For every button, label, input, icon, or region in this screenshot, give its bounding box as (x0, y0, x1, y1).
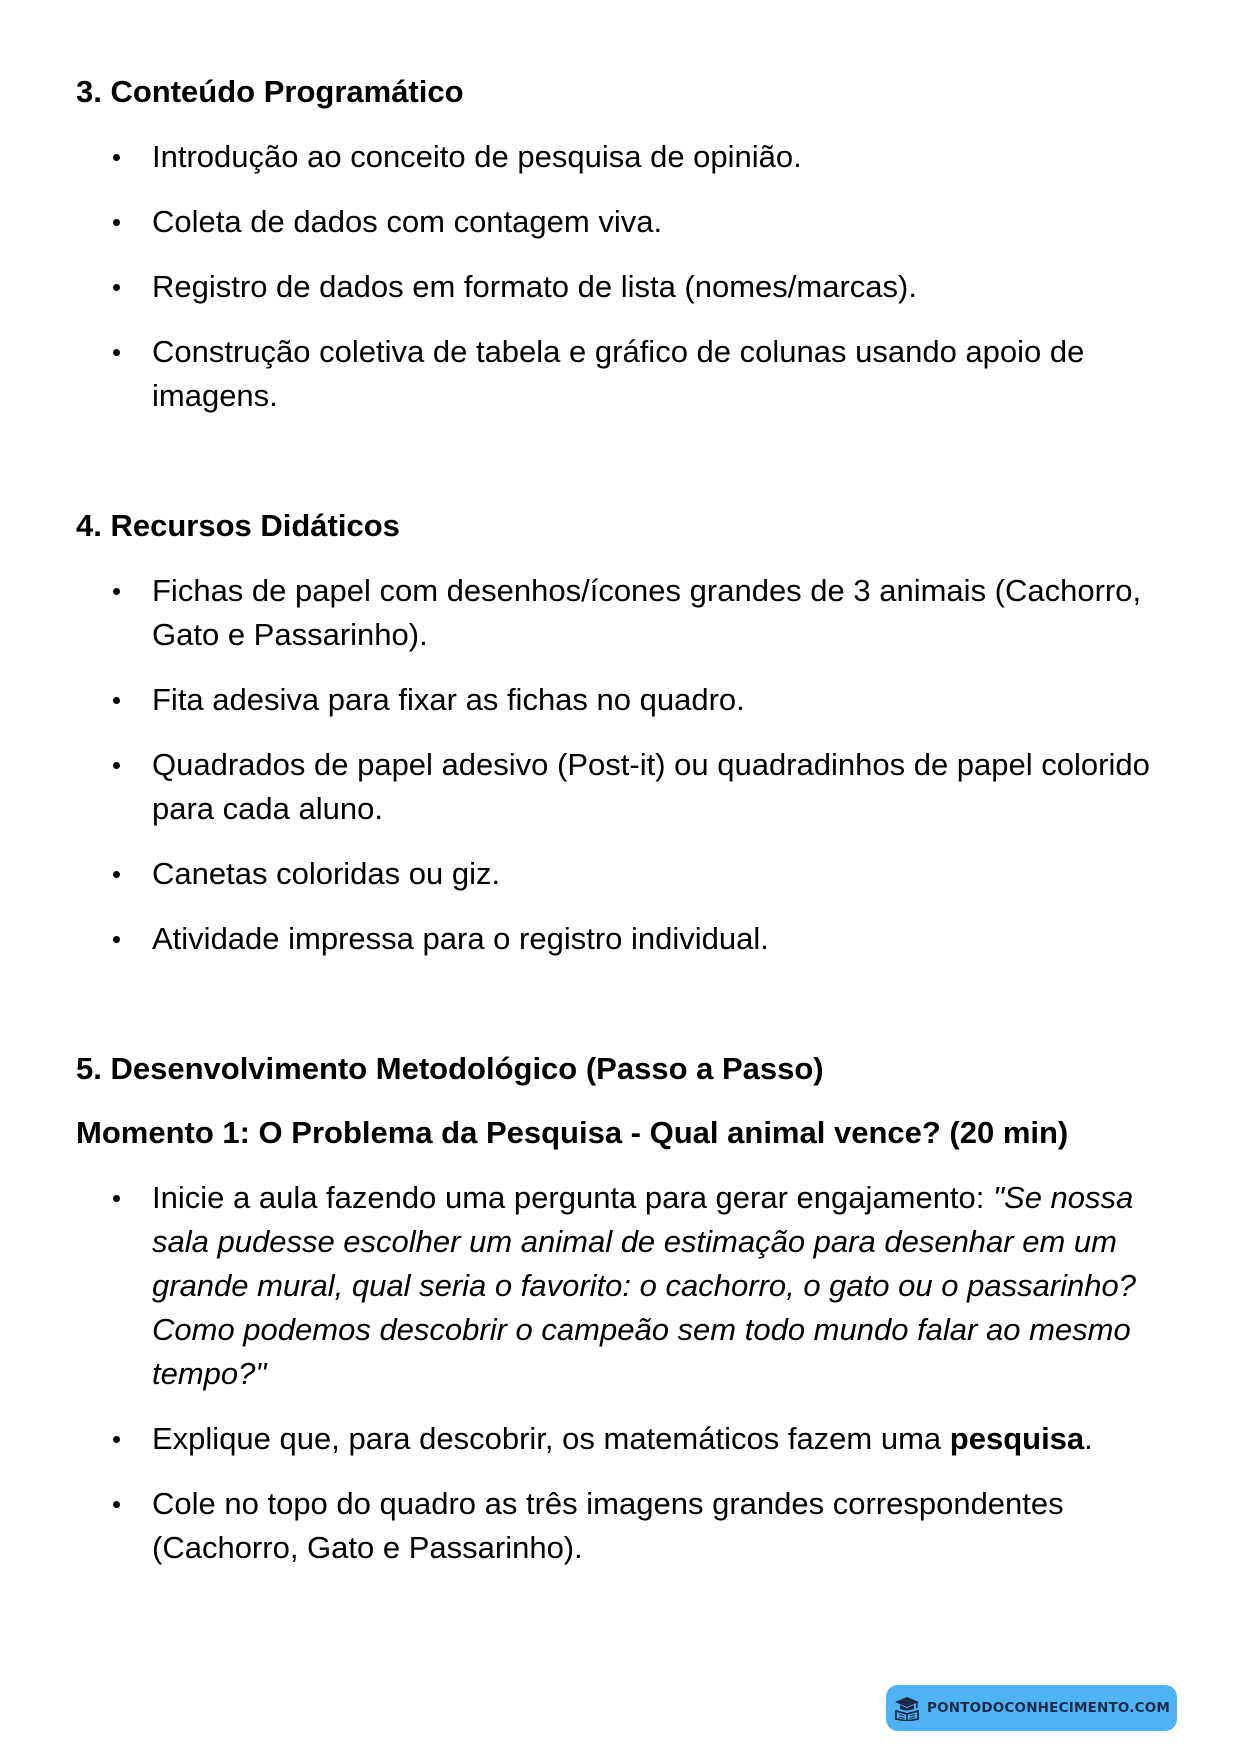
list-item (76, 265, 1176, 309)
list-item (76, 569, 1176, 657)
bullet-icon (113, 219, 120, 226)
list-item (76, 200, 1176, 244)
list-item (76, 678, 1176, 722)
list-item (76, 852, 1176, 896)
list-item (76, 1482, 1176, 1570)
list-item (76, 917, 1176, 961)
list-item-text: Cole no topo do quadro as três imagens grandes correspondentes (Cachorro, Gato e Passarinho). (152, 1486, 1064, 1565)
section-3-title: 3. Conteúdo Programático (76, 74, 464, 109)
graduation-book-icon (893, 1695, 921, 1721)
section-spacer (76, 961, 1176, 1047)
section-3-list (76, 135, 1176, 418)
bullet-icon (113, 697, 120, 704)
section-4-list (76, 569, 1176, 961)
moment-1-title: Momento 1: O Problema da Pesquisa - Qual animal vence? (20 min) (76, 1115, 1069, 1150)
bullet-icon (113, 1501, 120, 1508)
list-item-text: Quadrados de papel adesivo (Post-it) ou quadradinhos de papel colorido para cada aluno. (152, 747, 1150, 826)
bullet-icon (113, 1195, 120, 1202)
bullet-icon (113, 871, 120, 878)
list-item-text: Coleta de dados com contagem viva. (152, 204, 663, 239)
list-item (76, 743, 1176, 831)
logo-text: PONTODOCONHECIMENTO.COM (926, 1700, 1171, 1716)
moment-1-list (76, 1176, 1176, 1570)
list-item-text: Explique que, para descobrir, os matemáticos fazem uma (152, 1421, 950, 1456)
list-item-text: Atividade impressa para o registro individual. (152, 921, 769, 956)
list-item (76, 330, 1176, 418)
bullet-icon (113, 349, 120, 356)
list-item-text: Introdução ao conceito de pesquisa de opinião. (152, 139, 802, 174)
site-logo-badge[interactable] (886, 1685, 1177, 1731)
list-item-suffix: . (1084, 1421, 1093, 1456)
section-spacer (76, 418, 1176, 504)
bullet-icon (113, 936, 120, 943)
bullet-icon (113, 762, 120, 769)
list-item-text: Registro de dados em formato de lista (nomes/marcas). (152, 269, 917, 304)
bullet-icon (113, 1436, 120, 1443)
bullet-icon (113, 284, 120, 291)
list-item-text: Canetas coloridas ou giz. (152, 856, 501, 891)
section-4-title: 4. Recursos Didáticos (76, 508, 400, 543)
list-item-text: Construção coletiva de tabela e gráfico de colunas usando apoio de imagens. (152, 334, 1085, 413)
list-item (76, 1176, 1176, 1396)
list-item (76, 135, 1176, 179)
list-item-text: Fichas de papel com desenhos/ícones grandes de 3 animais (Cachorro, Gato e Passarinho). (152, 573, 1142, 652)
list-item-text: Inicie a aula fazendo uma pergunta para gerar engajamento: (152, 1180, 994, 1215)
list-item (76, 1417, 1176, 1461)
section-5-title: 5. Desenvolvimento Metodológico (Passo a Passo) (76, 1051, 824, 1086)
document-page (76, 70, 1176, 1570)
bullet-icon (113, 154, 120, 161)
bullet-icon (113, 588, 120, 595)
bold-term: pesquisa (949, 1421, 1085, 1456)
quoted-question: "Se nossa sala pudesse escolher um animal de estimação para desenhar em um grande mural, qual seria o favorito: o cachorro, o gato ou o passarinho? Como podemos descobrir o campeão sem todo mundo falar ao mesmo tempo?" (152, 1180, 1136, 1391)
list-item-text: Fita adesiva para fixar as fichas no quadro. (152, 682, 745, 717)
